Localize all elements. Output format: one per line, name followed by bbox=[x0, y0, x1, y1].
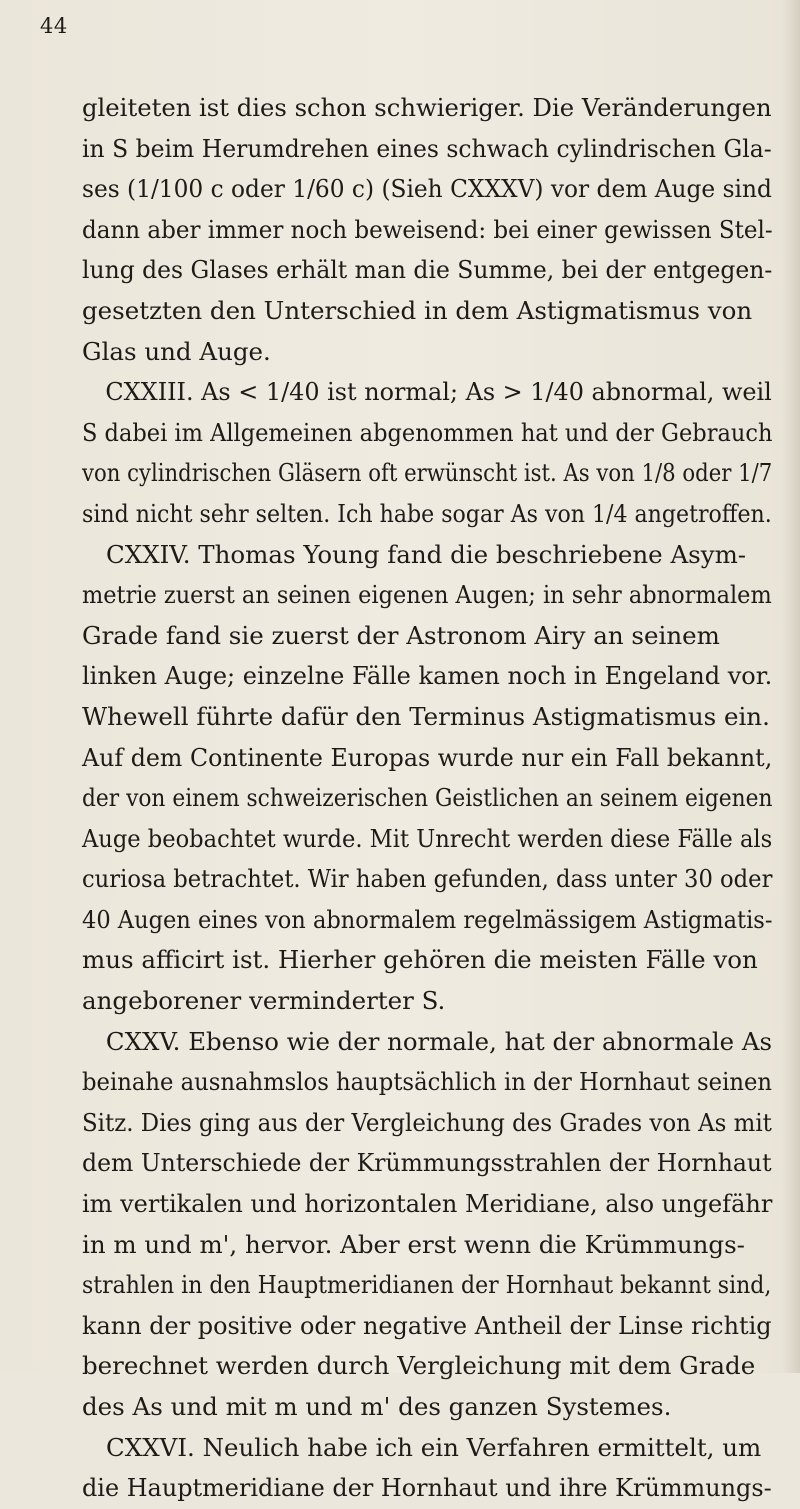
text-line: Sitz. Dies ging aus der Vergleichung des Grades von As mit bbox=[82, 1107, 772, 1137]
text-line: CXXIV. Thomas Young fand die beschriebene Asym- bbox=[106, 539, 747, 569]
text-line: dann aber immer noch beweisend: bei einer gewissen Stel- bbox=[82, 214, 773, 244]
text-line: 40 Augen eines von abnormalem regelmässigem Astigmatis- bbox=[82, 904, 773, 934]
text-line: sind nicht sehr selten. Ich habe sogar As von 1/4 angetroffen. bbox=[82, 498, 772, 528]
text-line: S dabei im Allgemeinen abgenommen hat und der Gebrauch bbox=[82, 417, 773, 447]
text-line: CXXIII. As < 1/40 ist normal; As > 1/40 abnormal, weil bbox=[105, 377, 772, 407]
body-text bbox=[82, 88, 772, 1509]
text-line: Auge beobachtet wurde. Mit Unrecht werden diese Fälle als bbox=[82, 823, 773, 853]
text-line: in S beim Herumdrehen eines schwach cylindrischen Gla- bbox=[82, 133, 772, 163]
text-line: berechnet werden durch Vergleichung mit dem Grade bbox=[82, 1351, 756, 1381]
text-line: mus afficirt ist. Hierher gehören die meisten Fälle von bbox=[82, 945, 758, 975]
text-line: gesetzten den Unterschied in dem Astigmatismus von bbox=[82, 295, 753, 325]
text-line: von cylindrischen Gläsern oft erwünscht ist. As von 1/8 oder 1/7 bbox=[82, 458, 773, 488]
text-line: im vertikalen und horizontalen Meridiane, also ungefähr bbox=[82, 1189, 773, 1219]
text-line: lung des Glases erhält man die Summe, bei der entgegen- bbox=[82, 255, 773, 285]
text-line: strahlen in den Hauptmeridianen der Hornhaut bekannt sind, bbox=[82, 1270, 772, 1300]
text-line: in m und m', hervor. Aber erst wenn die Krümmungs- bbox=[82, 1229, 745, 1259]
text-line: beinahe ausnahmslos hauptsächlich in der Hornhaut seinen bbox=[82, 1067, 773, 1097]
text-line: gleiteten ist dies schon schwieriger. Die Veränderungen bbox=[82, 93, 772, 122]
text-line: ses (1/100 c oder 1/60 c) (Sieh CXXXV) vor dem Auge sind bbox=[82, 174, 772, 204]
text-line: curiosa betrachtet. Wir haben gefunden, dass unter 30 oder bbox=[82, 864, 773, 894]
text-line: CXXVI. Neulich habe ich ein Verfahren ermittelt, um bbox=[106, 1432, 762, 1462]
page-number: 44 bbox=[40, 14, 68, 38]
page-edge-shadow bbox=[782, 0, 800, 1373]
text-line: die Hauptmeridiane der Hornhaut und ihre Krümmungs- bbox=[82, 1473, 772, 1503]
text-line: des As und mit m und m' des ganzen Systemes. bbox=[82, 1392, 672, 1421]
text-line: dem Unterschiede der Krümmungsstrahlen der Hornhaut bbox=[82, 1148, 772, 1178]
text-line: Whewell führte dafür den Terminus Astigmatismus ein. bbox=[82, 701, 770, 731]
text-line: Auf dem Continente Europas wurde nur ein Fall bekannt, bbox=[82, 742, 773, 772]
text-line: Glas und Auge. bbox=[82, 336, 271, 366]
text-line: angeborener verminderter S. bbox=[82, 986, 446, 1016]
text-line: kann der positive oder negative Antheil der Linse richtig bbox=[82, 1310, 772, 1340]
text-line: CXXV. Ebenso wie der normale, hat der abnormale As bbox=[105, 1026, 773, 1056]
text-line: der von einem schweizerischen Geistlichen an seinem eigenen bbox=[82, 783, 773, 813]
text-line: linken Auge; einzelne Fälle kamen noch in Engeland vor. bbox=[82, 661, 773, 691]
text-line: metrie zuerst an seinen eigenen Augen; in sehr abnormalem bbox=[82, 580, 772, 610]
text-line: Grade fand sie zuerst der Astronom Airy an seinem bbox=[82, 620, 720, 650]
